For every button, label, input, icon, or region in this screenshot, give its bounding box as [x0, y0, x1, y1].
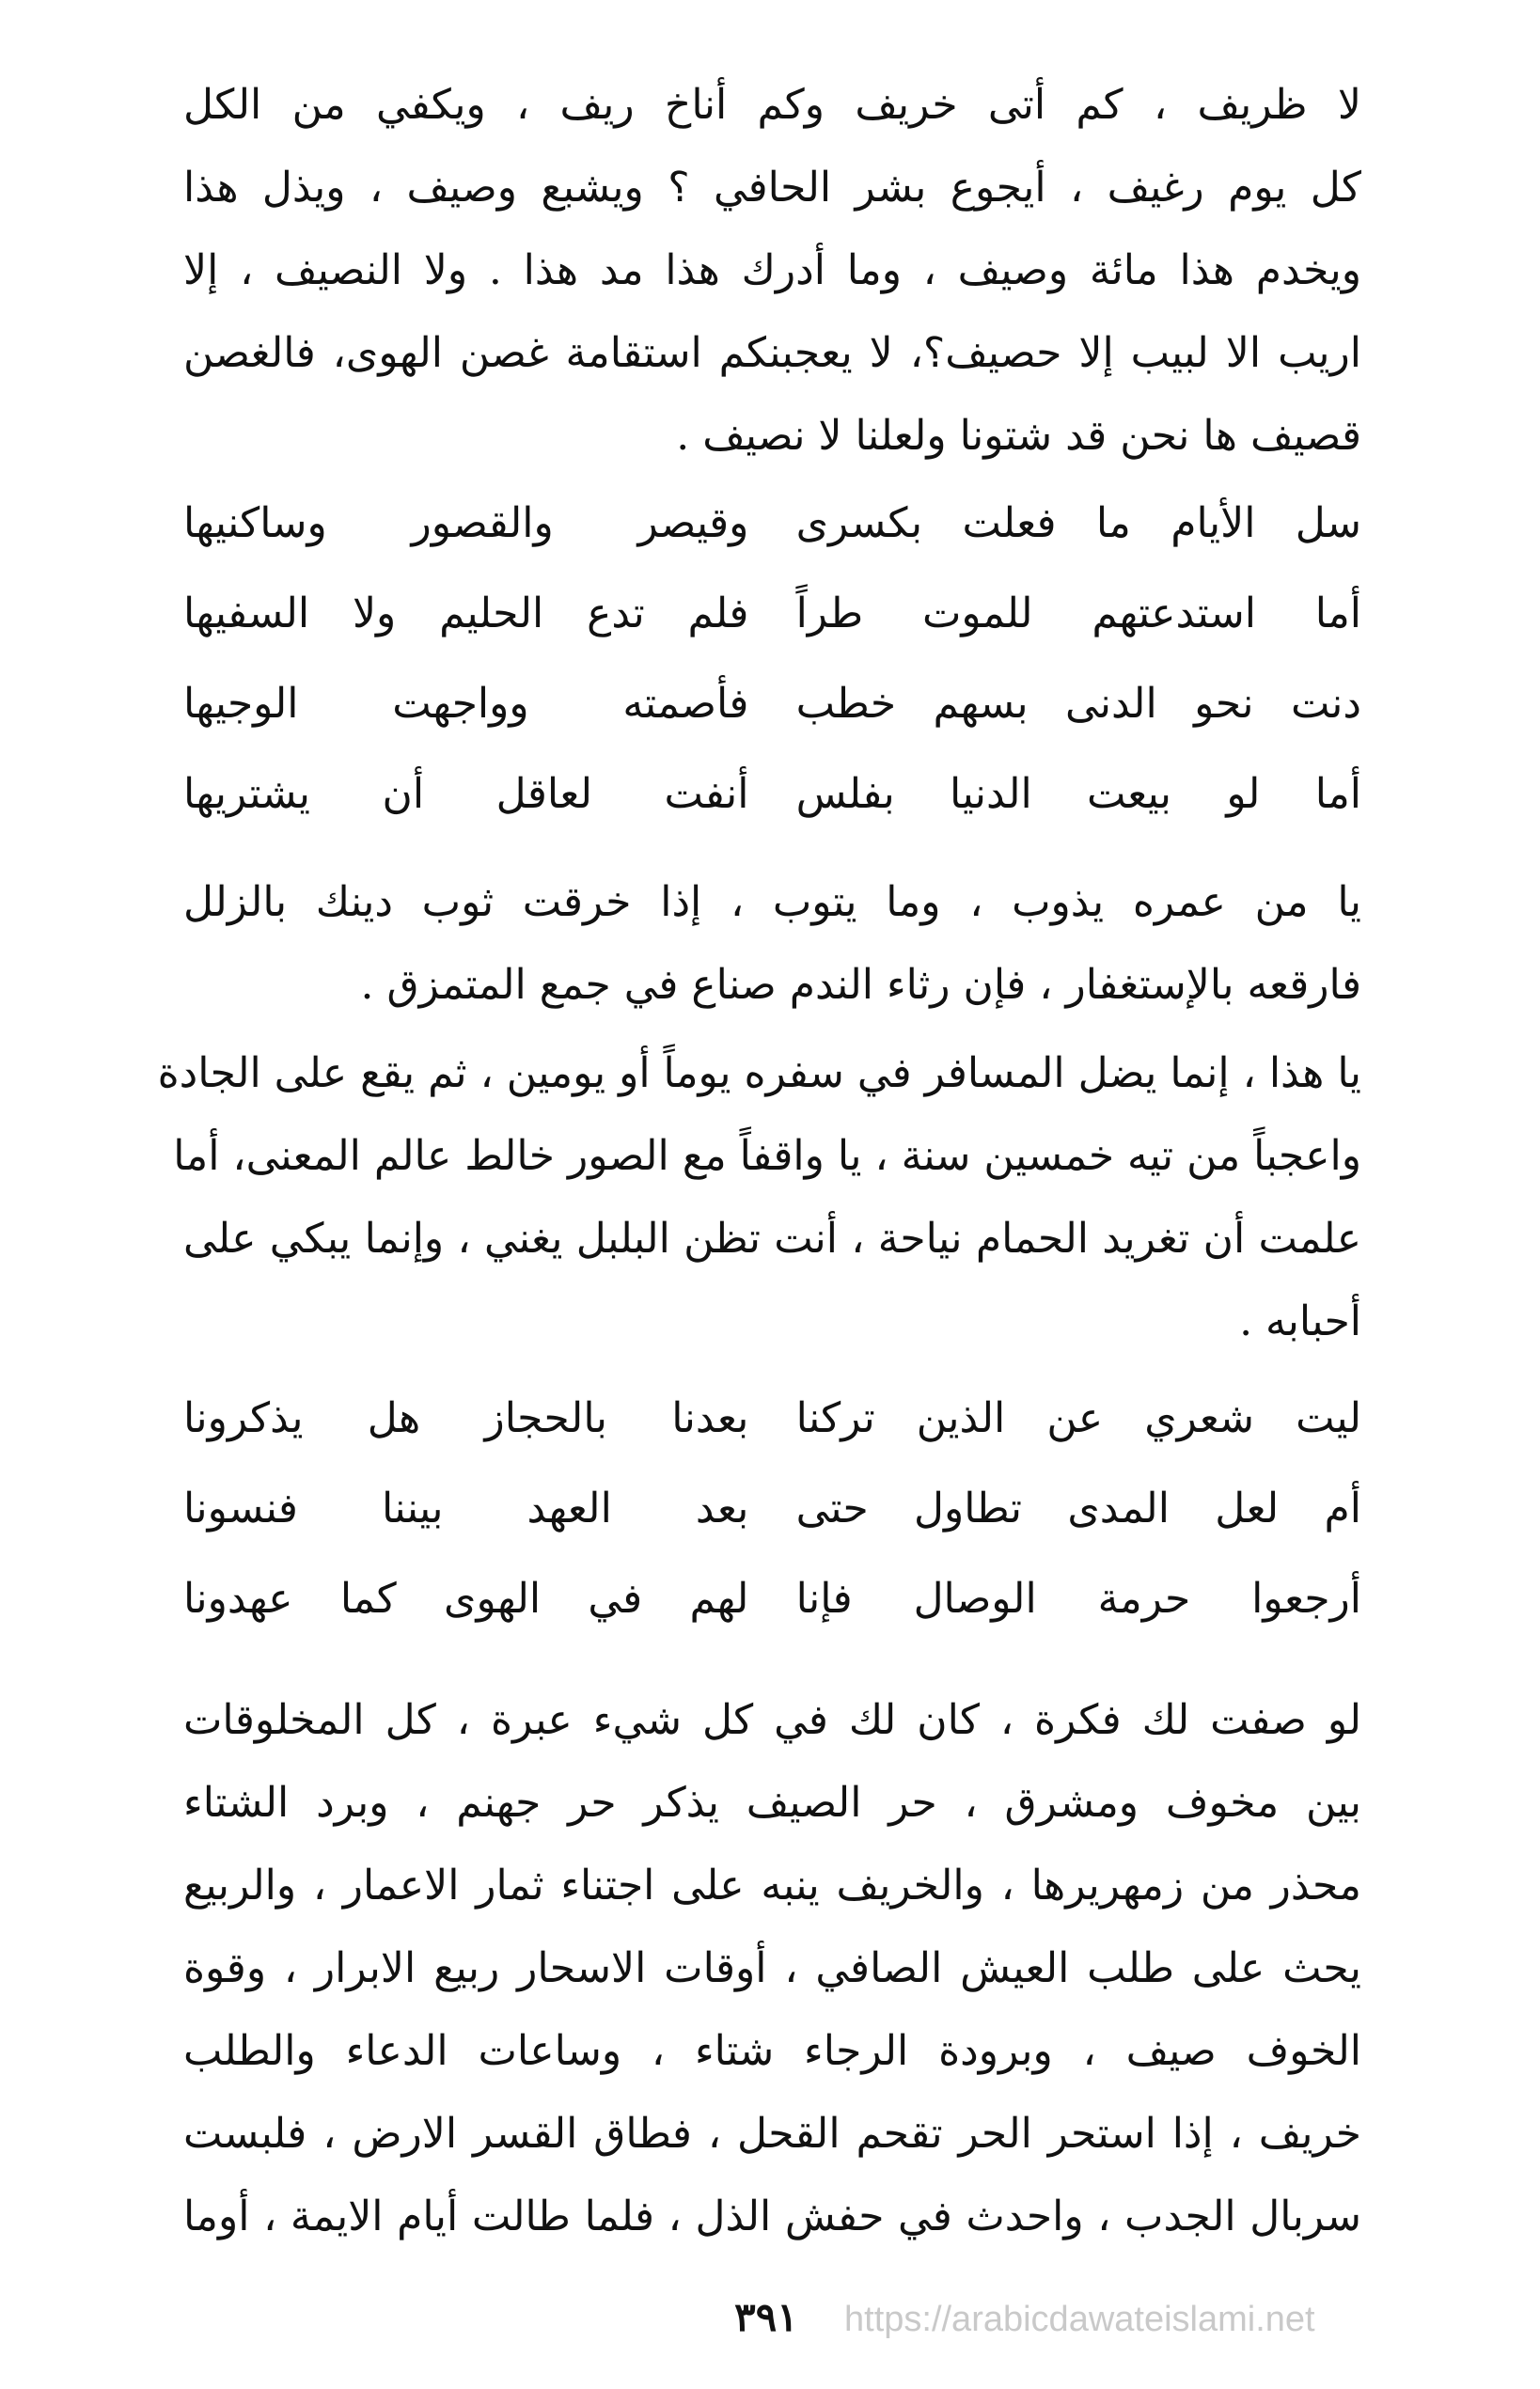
text-line: يا هذا ، إنما يضل المسافر في سفره يوماً أو يومين ، ثم يقع على الجادة	[157, 1049, 1361, 1097]
verse-second-half: فلم تدع الحليم ولا السفيها	[183, 589, 749, 637]
poem-1	[183, 478, 1361, 839]
text-line: كل يوم رغيف ، أيجوع بشر الحافي ؟ ويشبع وصيف ، ويذل هذا	[183, 164, 1361, 212]
verse-first-half: دنت نحو الدنى بسهم خطب	[795, 679, 1361, 728]
text-line: قصيف ها نحن قد شتونا ولعلنا لا نصيف .	[676, 412, 1361, 460]
verse	[183, 748, 1361, 839]
source-watermark: https://arabicdawateislami.net	[844, 2300, 1315, 2339]
verse-second-half: فأصمته وواجهت الوجيها	[183, 679, 749, 728]
paragraph-2	[183, 861, 1361, 1027]
text-line: يا من عمره يذوب ، وما يتوب ، إذا خرقت ثوب دينك بالزلل	[183, 878, 1361, 926]
verse-second-half: لهم في الهوى كما عهدونا	[183, 1574, 749, 1623]
verse-first-half: أم لعل المدى تطاول حتى	[795, 1484, 1361, 1532]
verse	[183, 1463, 1361, 1553]
verse-first-half: أما استدعتهم للموت طراً	[795, 589, 1361, 637]
text-line: واعجباً من تيه خمسين سنة ، يا واقفاً مع الصور خالط عالم المعنى، أما	[173, 1132, 1361, 1180]
text-line: علمت أن تغريد الحمام نياحة ، أنت تظن البلبل يغني ، وإنما يبكي على	[183, 1215, 1361, 1263]
verse	[183, 1553, 1361, 1643]
verse	[183, 478, 1361, 568]
verse-second-half: بعد العهد بيننا فنسونا	[183, 1484, 749, 1532]
paragraph-4	[183, 1679, 1361, 2258]
verse-first-half: سل الأيام ما فعلت بكسرى	[795, 498, 1361, 547]
verse	[183, 658, 1361, 748]
page-number: ٣٩١	[734, 2294, 798, 2340]
text-line: الخوف صيف ، وبرودة الرجاء شتاء ، وساعات الدعاء والطلب	[183, 2027, 1361, 2075]
verse-first-half: أما لو بيعت الدنيا بفلس	[795, 769, 1361, 818]
text-line: لا ظريف ، كم أتى خريف وكم أناخ ريف ، ويكفي من الكل	[183, 81, 1361, 129]
text-line: اريب الا لبيب إلا حصيف؟، لا يعجبنكم استقامة غصن الهوى، فالغصن	[183, 329, 1361, 377]
text-line: خريف ، إذا استحر الحر تقحم القحل ، فطاق القسر الارض ، فلبست	[183, 2110, 1361, 2158]
verse-first-half: أرجعوا حرمة الوصال فإنا	[795, 1574, 1361, 1623]
verse-second-half: أنفت لعاقل أن يشتريها	[183, 769, 749, 818]
text-line: سربال الجدب ، واحدث في حفش الذل ، فلما طالت أيام الايمة ، أوما	[183, 2193, 1361, 2240]
text-line: بين مخوف ومشرق ، حر الصيف يذكر حر جهنم ، وبرد الشتاء	[183, 1779, 1361, 1827]
paragraph-1	[183, 64, 1361, 478]
text-line: ويخدم هذا مائة وصيف ، وما أدرك هذا مد هذا . ولا النصيف ، إلا	[183, 246, 1361, 294]
text-line: فارقعه بالإستغفار ، فإن رثاء الندم صناع في جمع المتمزق .	[360, 961, 1361, 1009]
poem-2	[183, 1373, 1361, 1643]
text-line: يحث على طلب العيش الصافي ، أوقات الاسحار ربيع الابرار ، وقوة	[183, 1944, 1361, 1992]
text-line: لو صفت لك فكرة ، كان لك في كل شيء عبرة ، كل المخلوقات	[183, 1696, 1361, 1744]
verse-first-half: ليت شعري عن الذين تركنا	[795, 1393, 1361, 1442]
verse-second-half: وقيصر والقصور وساكنيها	[183, 498, 749, 547]
paragraph-3	[157, 1032, 1361, 1363]
text-line: أحبابه .	[1239, 1297, 1361, 1345]
text-line: محذر من زمهريرها ، والخريف ينبه على اجتناء ثمار الاعمار ، والربيع	[183, 1862, 1361, 1910]
verse	[183, 568, 1361, 658]
verse-second-half: بعدنا بالحجاز هل يذكرونا	[183, 1393, 749, 1442]
verse	[183, 1373, 1361, 1463]
